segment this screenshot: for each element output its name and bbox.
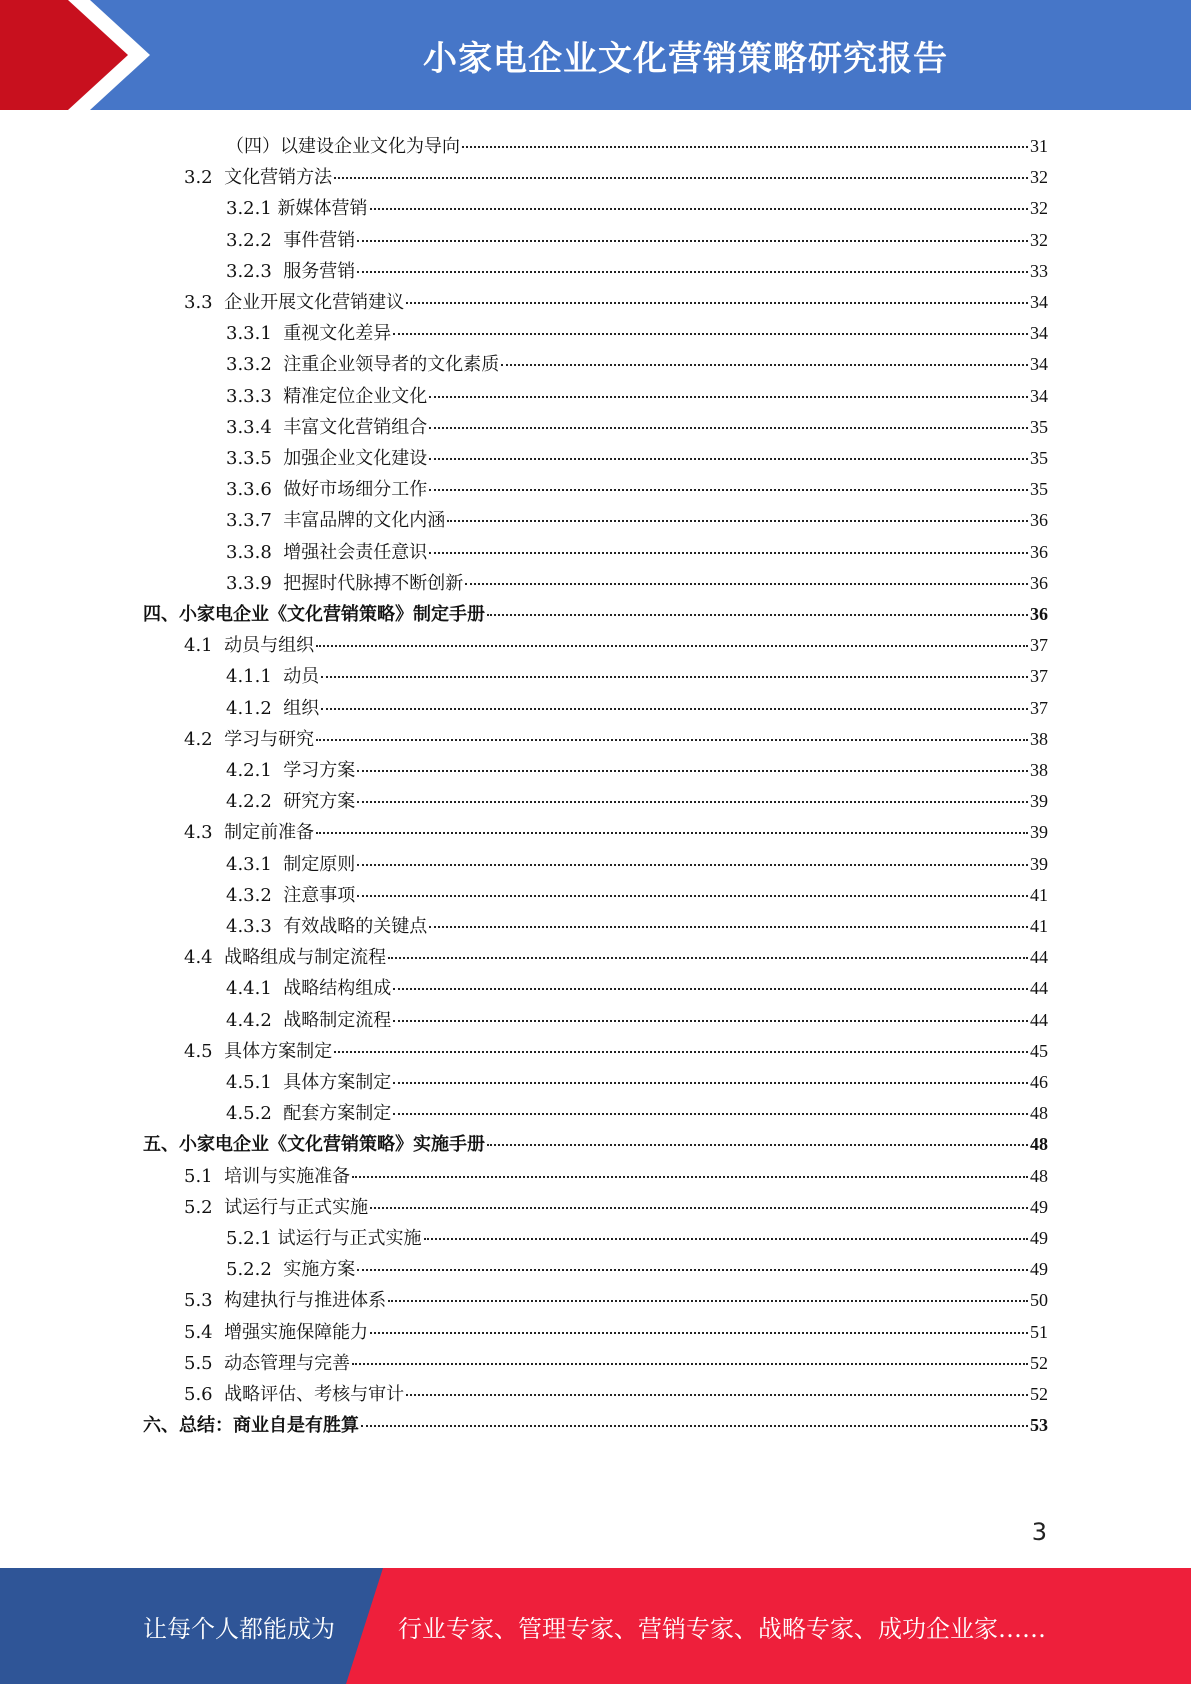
toc-entry-page: 36 [1030,541,1048,562]
toc-dot-leader [501,364,1028,366]
toc-entry[interactable] [226,471,1048,502]
toc-entry-page: 41 [1030,916,1048,936]
toc-entry-label: 3.3.2 注重企业领导者的文化素质 [226,354,500,376]
toc-entry-label: 4.1.1 动员 [226,666,320,688]
toc-entry-label: 3.2.2 事件营销 [226,229,356,251]
toc-entry[interactable] [226,440,1048,471]
toc-entry-page: 49 [1030,1196,1048,1217]
toc-entry[interactable] [226,409,1048,440]
toc-entry-page: 38 [1030,760,1048,780]
toc-entry[interactable] [184,1282,1048,1313]
page-number: 3 [1031,1518,1047,1546]
toc-entry-page: 48 [1030,1103,1048,1124]
toc-entry-page: 44 [1030,947,1048,968]
toc-entry[interactable] [226,190,1048,221]
toc-entry-label: 3.3.5 加强企业文化建设 [226,448,428,469]
toc-entry-page: 48 [1030,1134,1048,1155]
toc-entry-page: 36 [1030,510,1048,531]
toc-entry-label: 5.2.2 实施方案 [226,1259,356,1281]
toc-dot-leader [370,1332,1028,1334]
toc-entry[interactable] [184,1376,1048,1407]
toc-entry-label: 四、小家电企业《文化营销策略》制定手册 [143,604,485,625]
toc-entry[interactable] [226,783,1048,814]
toc-entry[interactable] [226,253,1048,284]
toc-dot-leader [447,520,1028,522]
toc-entry-page: 32 [1030,198,1048,219]
toc-entry-page: 33 [1030,260,1048,281]
toc-entry-label: 3.2.1 新媒体营销 [226,198,368,220]
toc-entry[interactable] [226,658,1048,689]
toc-dot-leader [361,1425,1028,1427]
toc-entry[interactable] [226,690,1048,721]
toc-dot-leader [487,1144,1028,1146]
toc-entry-page: 38 [1030,728,1048,749]
toc-entry-label: 3.3.7 丰富品牌的文化内涵 [226,510,446,532]
toc-dot-leader [357,895,1028,897]
toc-dot-leader [424,1238,1028,1240]
toc-entry-page: 39 [1030,853,1048,874]
toc-entry-label: 5.1 培训与实施准备 [184,1165,351,1187]
toc-entry-label: 4.5.2 配套方案制定 [226,1103,392,1125]
toc-entry-page: 36 [1030,572,1048,593]
toc-dot-leader [370,1207,1028,1209]
toc-entry-label: 4.2.1 学习方案 [226,760,356,781]
toc-entry-label: 3.3 企业开展文化营销建议 [184,292,405,313]
toc-entry[interactable] [184,814,1048,845]
toc-dot-leader [388,1300,1028,1302]
toc-entry[interactable] [143,1407,1048,1438]
toc-dot-leader [393,988,1028,990]
toc-entry-page: 48 [1030,1165,1048,1186]
toc-entry-label: 3.2.3 服务营销 [226,260,356,282]
toc-dot-leader [316,645,1028,647]
toc-dot-leader [429,427,1028,429]
toc-entry[interactable] [143,596,1048,627]
toc-dot-leader [316,832,1028,834]
toc-entry[interactable] [226,378,1048,409]
toc-entry-page: 53 [1030,1415,1048,1436]
toc-entry[interactable] [184,1033,1048,1064]
toc-entry[interactable] [143,1126,1048,1157]
toc-entry-label: 4.1 动员与组织 [184,635,315,657]
toc-entry[interactable] [226,534,1048,565]
toc-entry-page: 39 [1030,791,1048,812]
toc-entry[interactable] [184,721,1048,752]
toc-dot-leader [406,1394,1028,1396]
toc-entry[interactable] [226,346,1048,377]
toc-entry[interactable] [226,222,1048,253]
toc-dot-leader [429,458,1028,460]
toc-entry[interactable] [184,284,1048,315]
toc-entry[interactable] [226,502,1048,533]
toc-dot-leader [462,146,1028,148]
toc-entry-page: 52 [1030,1384,1048,1404]
toc-entry[interactable] [226,970,1048,1001]
toc-dot-leader [429,396,1028,398]
toc-entry[interactable] [184,1314,1048,1345]
toc-dot-leader [487,614,1028,616]
toc-entry-page: 34 [1030,385,1048,406]
toc-entry-page: 36 [1030,604,1048,624]
toc-dot-leader [357,240,1028,242]
toc-entry-page: 34 [1030,292,1048,312]
toc-dot-leader [334,177,1028,179]
toc-entry-page: 41 [1030,884,1048,905]
toc-entry-label: 3.3.9 把握时代脉搏不断创新 [226,572,464,594]
toc-entry-label: （四）以建设企业文化为导向 [226,136,460,157]
toc-entry[interactable] [226,128,1048,159]
toc-entry-page: 46 [1030,1072,1048,1092]
toc-dot-leader [429,926,1028,928]
toc-dot-leader [316,739,1028,741]
toc-entry[interactable] [226,1251,1048,1282]
toc-entry-label: 4.5 具体方案制定 [184,1040,333,1062]
toc-dot-leader [465,583,1028,585]
toc-entry-page: 32 [1030,167,1048,188]
toc-entry[interactable] [184,1345,1048,1376]
toc-dot-leader [393,1020,1028,1022]
toc-dot-leader [357,770,1028,772]
toc-dot-leader [406,302,1028,304]
toc-entry-label: 3.3.3 精准定位企业文化 [226,385,428,407]
toc-entry-label: 4.4.2 战略制定流程 [226,1009,392,1031]
toc-entry-page: 37 [1030,666,1048,687]
toc-entry-page: 35 [1030,448,1048,468]
toc-dot-leader [393,333,1028,335]
toc-entry-label: 3.3.6 做好市场细分工作 [226,479,428,501]
toc-dot-leader [429,489,1028,491]
footer-slogan-left: 让每个人都能成为 [143,1614,335,1643]
toc-entry-label: 5.6 战略评估、考核与审计 [184,1384,405,1405]
page-footer [0,1568,1191,1684]
toc-entry[interactable] [226,1220,1048,1251]
toc-entry[interactable] [226,752,1048,783]
toc-entry-label: 4.4.1 战略结构组成 [226,978,392,1000]
toc-entry-page: 37 [1030,697,1048,718]
footer-slogan-right: 行业专家、管理专家、营销专家、战略专家、成功企业家…… [398,1614,1046,1643]
toc-entry[interactable] [226,315,1048,346]
toc-entry[interactable] [184,1189,1048,1220]
toc-dot-leader [393,1082,1028,1084]
toc-dot-leader [321,676,1028,678]
toc-entry-page: 45 [1030,1040,1048,1061]
toc-entry[interactable] [226,1095,1048,1126]
toc-dot-leader [357,271,1028,273]
toc-entry-label: 5.4 增强实施保障能力 [184,1321,369,1343]
toc-dot-leader [357,864,1028,866]
toc-dot-leader [370,208,1028,210]
toc-dot-leader [393,1113,1028,1115]
toc-dot-leader [388,957,1028,959]
toc-entry-page: 32 [1030,229,1048,250]
toc-entry-page: 51 [1030,1321,1048,1342]
toc-entry-label: 5.5 动态管理与完善 [184,1352,351,1374]
toc-entry[interactable] [226,1002,1048,1033]
toc-dot-leader [429,552,1028,554]
toc-dot-leader [357,1269,1028,1271]
toc-entry-label: 3.2 文化营销方法 [184,167,333,189]
toc-entry-page: 35 [1030,416,1048,437]
toc-entry-label: 4.1.2 组织 [226,697,320,719]
toc-entry-label: 4.2.2 研究方案 [226,791,356,813]
toc-entry-page: 39 [1030,822,1048,843]
toc-entry[interactable] [226,846,1048,877]
toc-entry-label: 5.2 试运行与正式实施 [184,1196,369,1218]
toc-entry-page: 49 [1030,1228,1048,1248]
toc-entry[interactable] [184,939,1048,970]
toc-entry-label: 5.3 构建执行与推进体系 [184,1290,387,1312]
toc-entry-page: 34 [1030,323,1048,344]
toc-entry-label: 4.3 制定前准备 [184,822,315,844]
toc-entry-label: 4.3.2 注意事项 [226,884,356,906]
toc-entry-label: 4.3.3 有效战略的关键点 [226,916,428,937]
toc-entry-label: 3.3.8 增强社会责任意识 [226,541,428,563]
toc-entry[interactable] [226,908,1048,939]
toc-dot-leader [352,1176,1028,1178]
toc-entry-page: 35 [1030,479,1048,500]
toc-entry-page: 52 [1030,1352,1048,1373]
toc-entry-label: 3.3.1 重视文化差异 [226,323,392,345]
toc-entry-label: 5.2.1 试运行与正式实施 [226,1228,422,1249]
toc-entry[interactable] [226,877,1048,908]
header-chevron-icon [0,0,160,110]
toc-dot-leader [357,801,1028,803]
page-header [0,0,1191,110]
toc-entry-page: 49 [1030,1259,1048,1280]
toc-entry-page: 31 [1030,136,1048,156]
toc-entry-page: 34 [1030,354,1048,375]
toc-dot-leader [334,1051,1028,1053]
toc-entry-page: 44 [1030,1009,1048,1030]
toc-entry[interactable] [184,1158,1048,1189]
toc-dot-leader [321,708,1028,710]
toc-entry-label: 4.5.1 具体方案制定 [226,1072,392,1093]
toc-entry-label: 4.3.1 制定原则 [226,853,356,875]
document-title: 小家电企业文化营销策略研究报告 [423,38,948,79]
toc-entry-label: 4.2 学习与研究 [184,728,315,750]
toc-entry-label: 4.4 战略组成与制定流程 [184,947,387,969]
toc-entry[interactable] [226,565,1048,596]
toc-entry-label: 五、小家电企业《文化营销策略》实施手册 [143,1134,485,1156]
toc-entry[interactable] [226,1064,1048,1095]
toc-entry-page: 37 [1030,635,1048,656]
toc-entry[interactable] [184,627,1048,658]
toc-entry-label: 3.3.4 丰富文化营销组合 [226,416,428,438]
toc-entry-page: 50 [1030,1290,1048,1311]
toc-entry-page: 44 [1030,978,1048,999]
toc-entry-label: 六、总结：商业自是有胜算 [143,1415,359,1437]
toc-entry[interactable] [184,159,1048,190]
toc-dot-leader [352,1363,1028,1365]
